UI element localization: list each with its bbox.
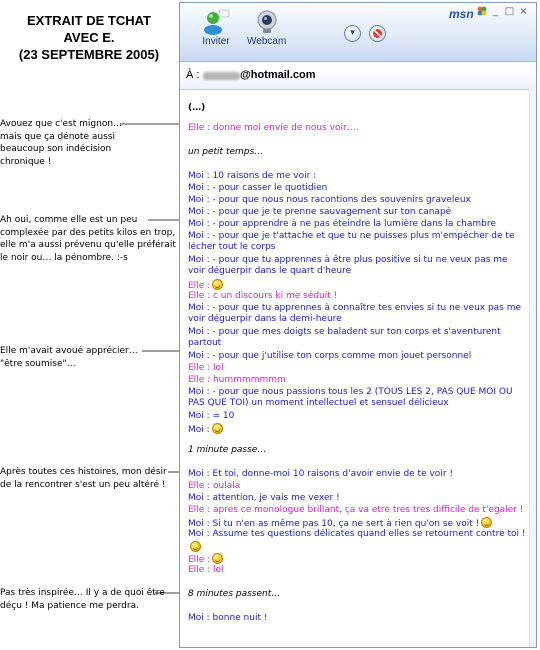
annotation-5: Pas très inspirée… Il y a de quoi être déçu ! Ma patience me perdra. xyxy=(0,588,165,611)
webcam-icon xyxy=(253,9,281,35)
chat-line: Elle : hummmmmmm xyxy=(188,375,286,385)
chat-line: Elle : lol xyxy=(188,363,224,373)
invite-button[interactable] xyxy=(202,9,230,47)
chat-line-text: Moi : xyxy=(188,425,210,435)
chat-line: Moi : - pour casser le quotidien xyxy=(188,183,328,193)
brand-label: msn xyxy=(448,7,474,21)
block-icon[interactable] xyxy=(369,25,386,42)
chat-line: Elle : donne moi envie de nous voir…. xyxy=(188,123,359,133)
chat-line: Moi : bonne nuit ! xyxy=(188,613,268,623)
chat-line: Moi : - pour que tu apprennes à être plus positive si tu ne veux pas me voir déguerpir dans le quart d'heure xyxy=(188,255,508,276)
page-title xyxy=(0,12,178,63)
invite-label: Inviter xyxy=(202,36,230,47)
chat-line: Moi : = 10 xyxy=(188,411,235,421)
recipient-email: @hotmail.com xyxy=(240,69,316,81)
annotation-2: Ah oui, comme elle est un peu complexée par des petits kilos en trop, elle m'a aussi prévenu qu'elle préférait le noir ou… la pénombre. :-s xyxy=(0,215,176,263)
scrollbar[interactable] xyxy=(529,89,536,647)
chevron-down-icon[interactable]: ▾ xyxy=(344,25,361,42)
chat-line-text: Moi : Si tu n'en as même pas 10, ça ne sert à rien qu'on se voit ! xyxy=(188,519,480,529)
chat-line xyxy=(188,423,223,436)
chat-line: Moi : Et toi, donne-moi 10 raisons d'avoir envie de te voir ! xyxy=(188,469,453,479)
contact-add-icon xyxy=(202,9,230,35)
title-line-1: EXTRAIT DE TCHAT xyxy=(27,13,151,28)
title-line-2: AVEC E. xyxy=(63,30,115,45)
chat-line: Moi : Assume tes questions délicates quand elles se retournent contre toi ! xyxy=(188,529,526,539)
title-line-3: (23 SEPTEMBRE 2005) xyxy=(18,47,160,62)
conversation-pane xyxy=(180,89,536,647)
chat-line-text: Elle : xyxy=(188,281,211,291)
chat-line: 8 minutes passent… xyxy=(188,589,281,599)
chat-line: Elle : oulala xyxy=(188,481,241,491)
chat-line: Moi : - pour que tu apprennes à connaître tes envies si tu ne veux pas me voir déguerpir dans la demi-heure xyxy=(188,303,522,324)
minimize-icon[interactable]: _ xyxy=(493,6,498,17)
chat-line: Moi : attention, je vais me vexer ! xyxy=(188,493,340,503)
redacted-username xyxy=(203,72,240,80)
webcam-label: Webcam xyxy=(247,36,287,47)
annotation-3: Elle m'avait avoué apprécier… "être soumise"… xyxy=(0,346,138,369)
msn-logo xyxy=(449,6,487,21)
chat-line: Moi : - pour que j'utilise ton corps comme mon jouet personnel xyxy=(188,351,472,361)
smiley-icon xyxy=(212,553,223,564)
smiley-icon xyxy=(212,279,223,290)
chat-line: Moi : - pour que mes doigts se baladent sur ton corps et s'aventurent partout xyxy=(188,327,501,348)
chat-line: 1 minute passe… xyxy=(188,445,267,455)
close-icon[interactable]: × xyxy=(519,6,528,17)
chat-line: Moi : 10 raisons de me voir : xyxy=(188,171,317,181)
chat-line: Elle : apres ce monologue brillant, ça va etre tres tres difficile de t'egaler ! xyxy=(188,505,524,515)
chat-line: Elle : c un discours ki me séduit ! xyxy=(188,291,338,301)
chat-line: Moi : - pour que nous nous racontions des souvenirs graveleux xyxy=(188,195,471,205)
annotation-1: Avouez que c'est mignon… mais que ça dénote aussi beaucoup son indécision chronique ! xyxy=(0,119,123,167)
chat-line: Moi : - pour que je te prenne sauvagement sur ton canapé xyxy=(188,207,452,217)
chat-line: Elle : lol xyxy=(188,565,224,575)
recipient-bar xyxy=(180,63,536,90)
annotation-4: Après toutes ces histoires, mon désir de la rencontrer s'est un peu altéré ! xyxy=(0,467,167,490)
chat-line: Moi : - pour apprendre à ne pas éteindre la lumière dans la chambre xyxy=(188,219,496,229)
butterfly-icon xyxy=(477,6,487,16)
window-toolbar xyxy=(180,3,536,62)
chat-line: un petit temps… xyxy=(188,147,264,157)
chat-line: Moi : - pour que je t'attache et que tu ne puisses plus m'empêcher de te lécher tout le corps xyxy=(188,231,515,252)
chat-line: Moi : - pour que nous passions tous les 2 (TOUS LES 2, PAS QUE MOI OU PAS QUE TOI) un moment intellectuel et sensuel délicieux xyxy=(188,387,513,408)
messenger-window xyxy=(179,2,537,648)
smiley-icon xyxy=(212,423,223,434)
chat-line-text: Elle : xyxy=(188,555,211,565)
smiley-icon xyxy=(190,541,201,552)
maximize-icon[interactable]: □ xyxy=(504,6,515,17)
smiley-icon xyxy=(481,517,492,528)
to-label: À : xyxy=(186,69,200,81)
chat-line: (…) xyxy=(188,103,206,113)
webcam-button[interactable] xyxy=(247,9,286,47)
